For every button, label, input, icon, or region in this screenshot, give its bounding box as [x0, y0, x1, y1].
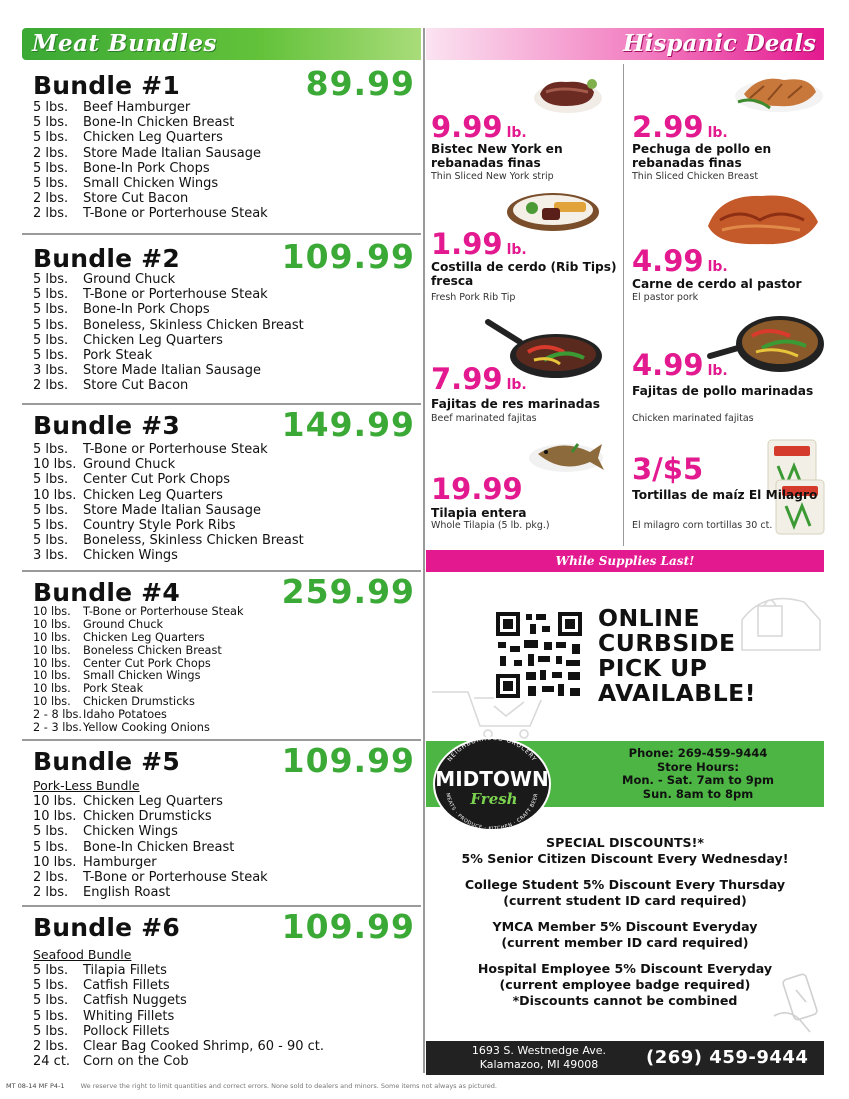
item-name: Store Cut Bacon: [83, 191, 189, 207]
bundle-items: [33, 606, 244, 735]
bundle-item: [33, 287, 304, 302]
item-quantity: 24 ct.: [33, 1054, 71, 1070]
item-name: Pollock Fillets: [83, 1023, 170, 1039]
item-quantity: 10 lbs.: [33, 457, 77, 473]
curbside-line: PICK UP: [598, 654, 708, 682]
bundle-name: Bundle #1: [33, 71, 180, 100]
discount-line: YMCA Member 5% Discount Everyday: [492, 919, 758, 934]
item-name: Catfish Nuggets: [83, 993, 187, 1009]
deal-price-value: 2.99: [632, 110, 704, 144]
deal-price-value: 9.99: [431, 110, 503, 144]
bundle-item: [33, 503, 304, 518]
deal-price-value: 4.99: [632, 348, 704, 382]
bundle-price: 109.99: [281, 907, 415, 946]
discount-line: *Discounts cannot be combined: [512, 993, 738, 1008]
item-quantity: 2 - 8 lbs.: [33, 708, 83, 722]
item-quantity: 10 lbs.: [33, 656, 71, 670]
deal-price-unit: lb.: [707, 259, 728, 275]
deal-description: El pastor pork: [632, 292, 699, 303]
item-name: Whiting Fillets: [83, 1008, 175, 1024]
bundle-item: [33, 1024, 324, 1039]
meat-bundles-banner: [22, 28, 421, 60]
discount-line: (current employee badge required): [499, 977, 751, 992]
bundle-items: [33, 100, 268, 222]
deal-description: Thin Sliced Chicken Breast: [632, 171, 759, 182]
item-name: Country Style Pork Ribs: [83, 517, 236, 533]
item-name: Small Chicken Wings: [83, 175, 219, 191]
bundle-item: [33, 206, 268, 221]
bundle-item: [33, 606, 244, 619]
bundle-item: [33, 518, 304, 533]
item-name: Store Made Italian Sausage: [83, 145, 261, 161]
footer-bar: [426, 1041, 824, 1075]
item-quantity: 5 lbs.: [33, 332, 69, 348]
item-quantity: 5 lbs.: [33, 824, 69, 840]
bundle-item: [33, 176, 268, 191]
item-name: English Roast: [83, 885, 171, 901]
item-name: Store Made Italian Sausage: [83, 363, 261, 379]
bundle-item: [33, 963, 324, 978]
deal-description: Chicken marinated fajitas: [632, 413, 754, 424]
item-name: Corn on the Cob: [83, 1054, 189, 1070]
deal-price-unit: lb.: [506, 377, 527, 393]
column-divider: [423, 28, 425, 1073]
bundle-item: [33, 378, 304, 393]
item-name: Boneless, Skinless Chicken Breast: [83, 317, 304, 333]
bundle-item: [33, 100, 268, 115]
item-quantity: 5 lbs.: [33, 1008, 69, 1024]
item-quantity: 5 lbs.: [33, 100, 69, 115]
deal-price: [431, 472, 523, 506]
store-address: [470, 1044, 608, 1072]
curbside-line: CURBSIDE: [598, 629, 736, 657]
discount-block: [426, 961, 824, 1009]
while-supplies-text: While Supplies Last!: [555, 554, 695, 568]
bundle-price: 89.99: [305, 64, 415, 103]
item-name: T-Bone or Porterhouse Steak: [83, 442, 268, 457]
item-name: Ground Chuck: [83, 457, 176, 473]
deal-price: [431, 362, 527, 396]
item-name: Bone-In Chicken Breast: [83, 115, 235, 131]
bundle-items: [33, 442, 304, 564]
deal-description: El milagro corn tortillas 30 ct.: [632, 520, 773, 531]
bundle-item: [33, 533, 304, 548]
item-quantity: 2 lbs.: [33, 191, 69, 207]
svg-text:MIDTOWN: MIDTOWN: [435, 767, 549, 791]
item-name: T-Bone or Porterhouse Steak: [83, 287, 268, 303]
item-quantity: 5 lbs.: [33, 175, 69, 191]
bundle-price: 109.99: [281, 237, 415, 276]
item-quantity: 5 lbs.: [33, 978, 69, 994]
item-quantity: 2 lbs.: [33, 206, 69, 222]
item-quantity: 2 lbs.: [33, 145, 69, 161]
store-hours-sunday: Sun. 8am to 8pm: [642, 786, 754, 801]
bundle-item: [33, 855, 268, 870]
item-name: Center Cut Pork Chops: [83, 472, 231, 488]
bundle-items: [33, 963, 324, 1069]
tilapia-image: [528, 432, 606, 474]
bundle-item: [33, 161, 268, 176]
item-name: Chicken Wings: [83, 548, 178, 564]
item-quantity: 2 lbs.: [33, 869, 69, 885]
item-quantity: 5 lbs.: [33, 115, 69, 131]
discount-block: [426, 835, 824, 867]
item-quantity: 5 lbs.: [33, 130, 69, 146]
item-name: Chicken Leg Quarters: [83, 487, 223, 503]
bundle-item: [33, 885, 268, 900]
bundle-item: [33, 993, 324, 1008]
item-name: Chicken Leg Quarters: [83, 630, 205, 644]
item-name: Beef Hamburger: [83, 100, 191, 115]
bundle-items: [33, 794, 268, 900]
store-hours-weekday: Mon. - Sat. 7am to 9pm: [622, 773, 774, 787]
hispanic-deals-title: Hispanic Deals: [622, 30, 816, 57]
item-quantity: 5 lbs.: [33, 517, 69, 533]
item-quantity: 10 lbs.: [33, 617, 71, 631]
deal-price: [632, 348, 728, 382]
item-name: Chicken Leg Quarters: [83, 794, 223, 809]
bundle-item: [33, 809, 268, 824]
fine-print: [6, 1082, 497, 1090]
item-name: Pork Steak: [83, 347, 153, 363]
bundle-subtitle: Seafood Bundle: [33, 947, 132, 962]
deal-name: Fajitas de res marinadas: [431, 397, 600, 411]
discount-line: 5% Senior Citizen Discount Every Wednesday!: [461, 851, 789, 866]
item-name: T-Bone or Porterhouse Steak: [83, 605, 244, 618]
discount-line: College Student 5% Discount Every Thursday: [464, 877, 786, 892]
deal-price-value: 19.99: [431, 472, 523, 506]
item-quantity: 10 lbs.: [33, 630, 71, 644]
midtown-fresh-logo: [430, 736, 554, 832]
item-name: Clear Bag Cooked Shrimp, 60 - 90 ct.: [83, 1038, 325, 1054]
bundle-item: [33, 472, 304, 487]
bundle-item: [33, 272, 304, 287]
footer-phone[interactable]: (269) 459-9444: [646, 1047, 809, 1068]
discount-block: [426, 919, 824, 951]
deal-price: [431, 110, 527, 144]
bundle-item: [33, 348, 304, 363]
item-quantity: 5 lbs.: [33, 302, 69, 318]
meat-bundles-title: Meat Bundles: [32, 30, 217, 57]
deal-price: [431, 227, 527, 261]
bundle-item: [33, 1009, 324, 1024]
item-quantity: 10 lbs.: [33, 794, 77, 809]
item-quantity: 5 lbs.: [33, 442, 69, 457]
item-name: Center Cut Pork Chops: [83, 656, 211, 670]
address-line: 1693 S. Westnedge Ave.: [471, 1044, 607, 1057]
item-name: T-Bone or Porterhouse Steak: [83, 206, 268, 222]
deal-price-value: 1.99: [431, 227, 503, 261]
bundle-item: [33, 722, 244, 735]
item-quantity: 5 lbs.: [33, 502, 69, 518]
item-quantity: 2 lbs.: [33, 885, 69, 901]
deal-price: [632, 452, 703, 486]
qr-code-image: [494, 610, 584, 700]
bundle-item: [33, 115, 268, 130]
bundle-item: [33, 840, 268, 855]
discount-block: [426, 877, 824, 909]
bundle-subtitle: Pork-Less Bundle: [33, 778, 140, 793]
deal-description: Thin Sliced New York strip: [431, 171, 554, 182]
svg-text:Fresh: Fresh: [470, 790, 518, 808]
item-quantity: 10 lbs.: [33, 669, 71, 683]
item-quantity: 10 lbs.: [33, 643, 71, 657]
bundle-divider: [22, 233, 421, 235]
item-quantity: 5 lbs.: [33, 993, 69, 1009]
item-name: Chicken Drumsticks: [83, 695, 195, 709]
bundle-item: [33, 146, 268, 161]
item-name: T-Bone or Porterhouse Steak: [83, 869, 268, 885]
deals-divider: [623, 64, 624, 546]
deal-name: Pechuga de pollo en rebanadas finas: [632, 142, 772, 170]
item-quantity: 10 lbs.: [33, 682, 71, 696]
item-name: Store Made Italian Sausage: [83, 502, 261, 518]
special-discounts: [426, 835, 824, 1019]
item-name: Chicken Leg Quarters: [83, 130, 223, 146]
deal-name: Tortillas de maíz El Milagro: [632, 488, 818, 502]
discount-line: (current member ID card required): [501, 935, 749, 950]
item-quantity: 5 lbs.: [33, 472, 69, 488]
item-name: Chicken Wings: [83, 824, 178, 840]
deal-price-unit: lb.: [506, 125, 527, 141]
meat-bundles-column: [0, 0, 421, 1080]
chicken-breast-image: [734, 68, 824, 114]
item-quantity: 3 lbs.: [33, 548, 69, 564]
item-quantity: 5 lbs.: [33, 317, 69, 333]
curbside-line: AVAILABLE!: [598, 679, 756, 707]
item-name: Chicken Drumsticks: [83, 809, 212, 825]
bundle-item: [33, 632, 244, 645]
item-quantity: 10 lbs.: [33, 695, 71, 709]
rib-tips-image: [506, 190, 600, 232]
bundle-item: [33, 645, 244, 658]
deal-price: [632, 110, 728, 144]
bundle-item: [33, 824, 268, 839]
item-quantity: 5 lbs.: [33, 287, 69, 303]
bundle-item: [33, 130, 268, 145]
bundle-name: Bundle #2: [33, 244, 180, 273]
item-quantity: 2 lbs.: [33, 378, 69, 394]
bundle-price: 149.99: [281, 405, 415, 444]
hispanic-deals-banner: [426, 28, 824, 60]
deal-price-unit: lb.: [707, 125, 728, 141]
item-name: Yellow Cooking Onions: [83, 721, 210, 735]
curbside-line: ONLINE: [598, 604, 701, 632]
discount-line: Hospital Employee 5% Discount Everyday: [477, 961, 773, 976]
deal-name: Tilapia entera: [431, 506, 527, 520]
bundle-name: Bundle #5: [33, 747, 180, 776]
item-name: Ground Chuck: [83, 617, 164, 631]
bundle-price: 109.99: [281, 741, 415, 780]
bundle-price: 259.99: [281, 572, 415, 611]
item-quantity: 2 lbs.: [33, 1038, 69, 1054]
deal-description: Fresh Pork Rib Tip: [431, 292, 516, 303]
bundle-item: [33, 363, 304, 378]
item-name: Pork Steak: [83, 682, 144, 696]
bundle-item: [33, 870, 268, 885]
item-quantity: 5 lbs.: [33, 347, 69, 363]
bundle-item: [33, 978, 324, 993]
item-quantity: 5 lbs.: [33, 963, 69, 978]
item-name: Ground Chuck: [83, 272, 176, 287]
bundle-item: [33, 333, 304, 348]
deal-price-value: 4.99: [632, 244, 704, 278]
item-quantity: 5 lbs.: [33, 272, 69, 287]
item-name: Bone-In Pork Chops: [83, 160, 210, 176]
deal-price-value: 7.99: [431, 362, 503, 396]
deal-name: Carne de cerdo al pastor: [632, 277, 802, 291]
bundle-item: [33, 318, 304, 333]
item-name: Small Chicken Wings: [83, 669, 201, 683]
item-quantity: 3 lbs.: [33, 363, 69, 379]
item-name: Bone-In Chicken Breast: [83, 839, 235, 855]
deal-price-value: 3/$5: [632, 452, 704, 486]
deal-name: Fajitas de pollo marinadas: [632, 384, 814, 398]
deal-description: Whole Tilapia (5 lb. pkg.): [431, 520, 550, 531]
store-contact-hours: [598, 747, 798, 801]
bundle-item: [33, 442, 304, 457]
item-quantity: 10 lbs.: [33, 809, 77, 825]
store-hours-title: Store Hours:: [657, 759, 739, 774]
deal-description: Beef marinated fajitas: [431, 413, 537, 424]
bundle-item: [33, 619, 244, 632]
disclaimer-text: We reserve the right to limit quantities and correct errors. None sold to dealers and minors. Some items not always as pictured.: [80, 1082, 497, 1090]
discount-line: SPECIAL DISCOUNTS!*: [546, 835, 704, 850]
item-name: Boneless, Skinless Chicken Breast: [83, 533, 304, 549]
bundle-item: [33, 548, 304, 563]
bundle-item: [33, 1054, 324, 1069]
deal-price-unit: lb.: [506, 242, 527, 258]
item-name: Store Cut Bacon: [83, 378, 189, 394]
bundle-name: Bundle #3: [33, 411, 180, 440]
deal-price: [632, 244, 728, 278]
svg-text:NEIGHBORHOOD GROCERY: NEIGHBORHOOD GROCERY: [446, 736, 538, 764]
curbside-pickup-text: [598, 606, 756, 706]
bundle-items: [33, 272, 304, 394]
address-line: Kalamazoo, MI 49008: [479, 1058, 599, 1071]
item-name: Bone-In Pork Chops: [83, 302, 210, 318]
item-quantity: 2 - 3 lbs.: [33, 721, 83, 735]
item-name: Idaho Potatoes: [83, 708, 167, 722]
item-quantity: 5 lbs.: [33, 1023, 69, 1039]
steak-image: [532, 70, 604, 116]
discount-line: (current student ID card required): [503, 893, 747, 908]
bundle-item: [33, 191, 268, 206]
al-pastor-image: [700, 186, 824, 250]
deal-name: Costilla de cerdo (Rib Tips) fresca: [431, 260, 617, 288]
ad-code: MT 08-14 MF P4-1: [6, 1082, 65, 1090]
bundle-item: [33, 488, 304, 503]
bundle-name: Bundle #6: [33, 913, 180, 942]
deal-name: Bistec New York en rebanadas finas: [431, 142, 563, 170]
bundle-item: [33, 302, 304, 317]
svg-text:MEATS · PRODUCE · KITCHEN · CR: MEATS · PRODUCE · KITCHEN · CRAFT BEER: [444, 792, 540, 832]
while-supplies-banner: [426, 550, 824, 572]
item-name: Chicken Leg Quarters: [83, 332, 223, 348]
item-quantity: 10 lbs.: [33, 605, 71, 618]
item-quantity: 5 lbs.: [33, 839, 69, 855]
item-name: Tilapia Fillets: [83, 963, 167, 978]
item-quantity: 10 lbs.: [33, 487, 77, 503]
bundle-item: [33, 794, 268, 809]
item-quantity: 5 lbs.: [33, 160, 69, 176]
deal-price-unit: lb.: [707, 363, 728, 379]
bundle-item: [33, 1039, 324, 1054]
item-quantity: 5 lbs.: [33, 533, 69, 549]
item-name: Boneless Chicken Breast: [83, 643, 222, 657]
bundle-item: [33, 457, 304, 472]
item-quantity: 10 lbs.: [33, 854, 77, 870]
item-name: Catfish Fillets: [83, 978, 170, 994]
item-name: Hamburger: [83, 854, 157, 870]
bundle-name: Bundle #4: [33, 578, 180, 607]
store-phone: Phone: 269-459-9444: [628, 746, 768, 760]
